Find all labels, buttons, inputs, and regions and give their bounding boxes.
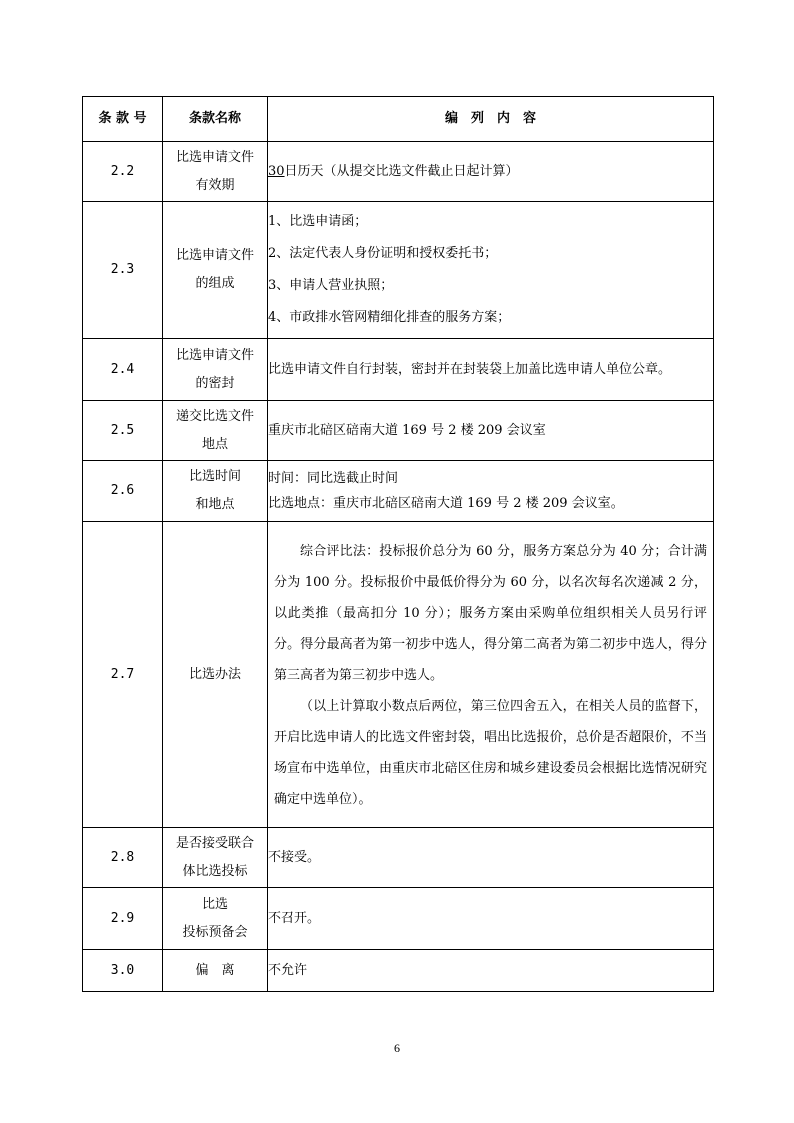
- clause-name-line: 地点: [201, 436, 228, 452]
- clause-no: 3.0: [83, 950, 163, 992]
- content-line: 1、比选申请函；: [268, 214, 368, 229]
- clause-name-line: 偏 离: [195, 962, 235, 978]
- content-line: 4、市政排水管网精细化排查的服务方案；: [268, 310, 511, 325]
- clause-content: [268, 461, 714, 522]
- clause-name-line: 比选时间: [188, 469, 241, 484]
- clause-content: [268, 522, 714, 828]
- clause-no: 2.2: [83, 142, 163, 202]
- clause-name-line: 比选办法: [188, 666, 241, 682]
- table-row: [83, 401, 714, 461]
- table-header-row: [83, 97, 714, 142]
- table-row: [83, 950, 714, 992]
- clause-name: [163, 461, 268, 522]
- clause-no: 2.8: [83, 828, 163, 888]
- validity-days: 30: [268, 163, 285, 179]
- table-row: [83, 522, 714, 828]
- page-number: 6: [394, 1041, 400, 1055]
- header-clause-name: 条款名称: [163, 97, 268, 142]
- clause-name: [163, 828, 268, 888]
- clause-name-line: 比选: [201, 896, 228, 912]
- clause-content: 重庆市北碚区碚南大道 169 号 2 楼 209 会议室: [268, 401, 714, 461]
- clause-content: 比选申请文件自行封装，密封并在封装袋上加盖比选申请人单位公章。: [268, 339, 714, 401]
- clause-name-line: 体比选投标: [182, 863, 248, 879]
- clause-name: [163, 888, 268, 950]
- clause-name: [163, 950, 268, 992]
- table-row: [83, 339, 714, 401]
- clause-name-line: 有效期: [195, 177, 235, 193]
- clause-name-line: 的密封: [195, 375, 235, 391]
- clause-content: [268, 202, 714, 339]
- clause-content: 不接受。: [268, 828, 714, 888]
- clause-name-line: 的组成: [195, 276, 235, 291]
- table-row: [83, 461, 714, 522]
- clause-content: 不召开。: [268, 888, 714, 950]
- clause-no: 2.4: [83, 339, 163, 401]
- clause-name: [163, 522, 268, 828]
- clause-no: 2.7: [83, 522, 163, 828]
- clause-name: [163, 142, 268, 202]
- clause-name-line: 比选申请文件: [175, 248, 254, 263]
- content-line: 比选地点：重庆市北碚区碚南大道 169 号 2 楼 209 会议室。: [268, 496, 624, 511]
- clause-content: 不允许: [268, 950, 714, 992]
- method-paragraph: 综合评比法：投标报价总分为 60 分，服务方案总分为 40 分；合计满分为 100 分。投标报价中最低价得分为 60 分，以名次每名次递减 2 分，以此类推（最高扣分 10 分）；服务方案由采购单位组织相关人员另行评分。得分最高者为第一初步中选人，得分第二高者为第二初步中选人，得分第三高者为第三初步中选人。: [274, 544, 707, 683]
- content-line: 2、法定代表人身份证明和授权委托书；: [268, 246, 498, 261]
- clause-name: [163, 339, 268, 401]
- clause-no: 2.9: [83, 888, 163, 950]
- clause-name-line: 比选申请文件: [175, 347, 254, 363]
- content-line: 时间：同比选截止时间: [268, 471, 399, 486]
- clause-name-line: 比选申请文件: [175, 149, 254, 165]
- clause-name-line: 投标预备会: [182, 924, 248, 940]
- table-row: [83, 888, 714, 950]
- clause-content: [268, 142, 714, 202]
- method-paragraph: （以上计算取小数点后两位，第三位四舍五入，在相关人员的监督下，开启比选申请人的比选文件密封袋，唱出比选报价，总价是否超限价，不当场宣布中选单位，由重庆市北碚区住房和城乡建设委员会根据比选情况研究确定中选单位）。: [274, 699, 707, 807]
- clause-no: 2.5: [83, 401, 163, 461]
- table-row: [83, 202, 714, 339]
- clauses-table: [82, 96, 714, 992]
- content-line: 3、申请人营业执照；: [268, 278, 394, 293]
- clause-name-line: 和地点: [195, 497, 235, 512]
- table-row: [83, 142, 714, 202]
- validity-text: 日历天（从提交比选文件截止日起计算）: [284, 163, 519, 179]
- clause-no: 2.6: [83, 461, 163, 522]
- header-content: 编 列 内 容: [268, 97, 714, 142]
- clause-name: [163, 202, 268, 339]
- header-clause-no: 条 款 号: [83, 97, 163, 142]
- table-row: [83, 828, 714, 888]
- clause-name-line: 递交比选文件: [175, 408, 254, 424]
- clause-name-line: 是否接受联合: [175, 835, 254, 851]
- clause-no: 2.3: [83, 202, 163, 339]
- clause-name: [163, 401, 268, 461]
